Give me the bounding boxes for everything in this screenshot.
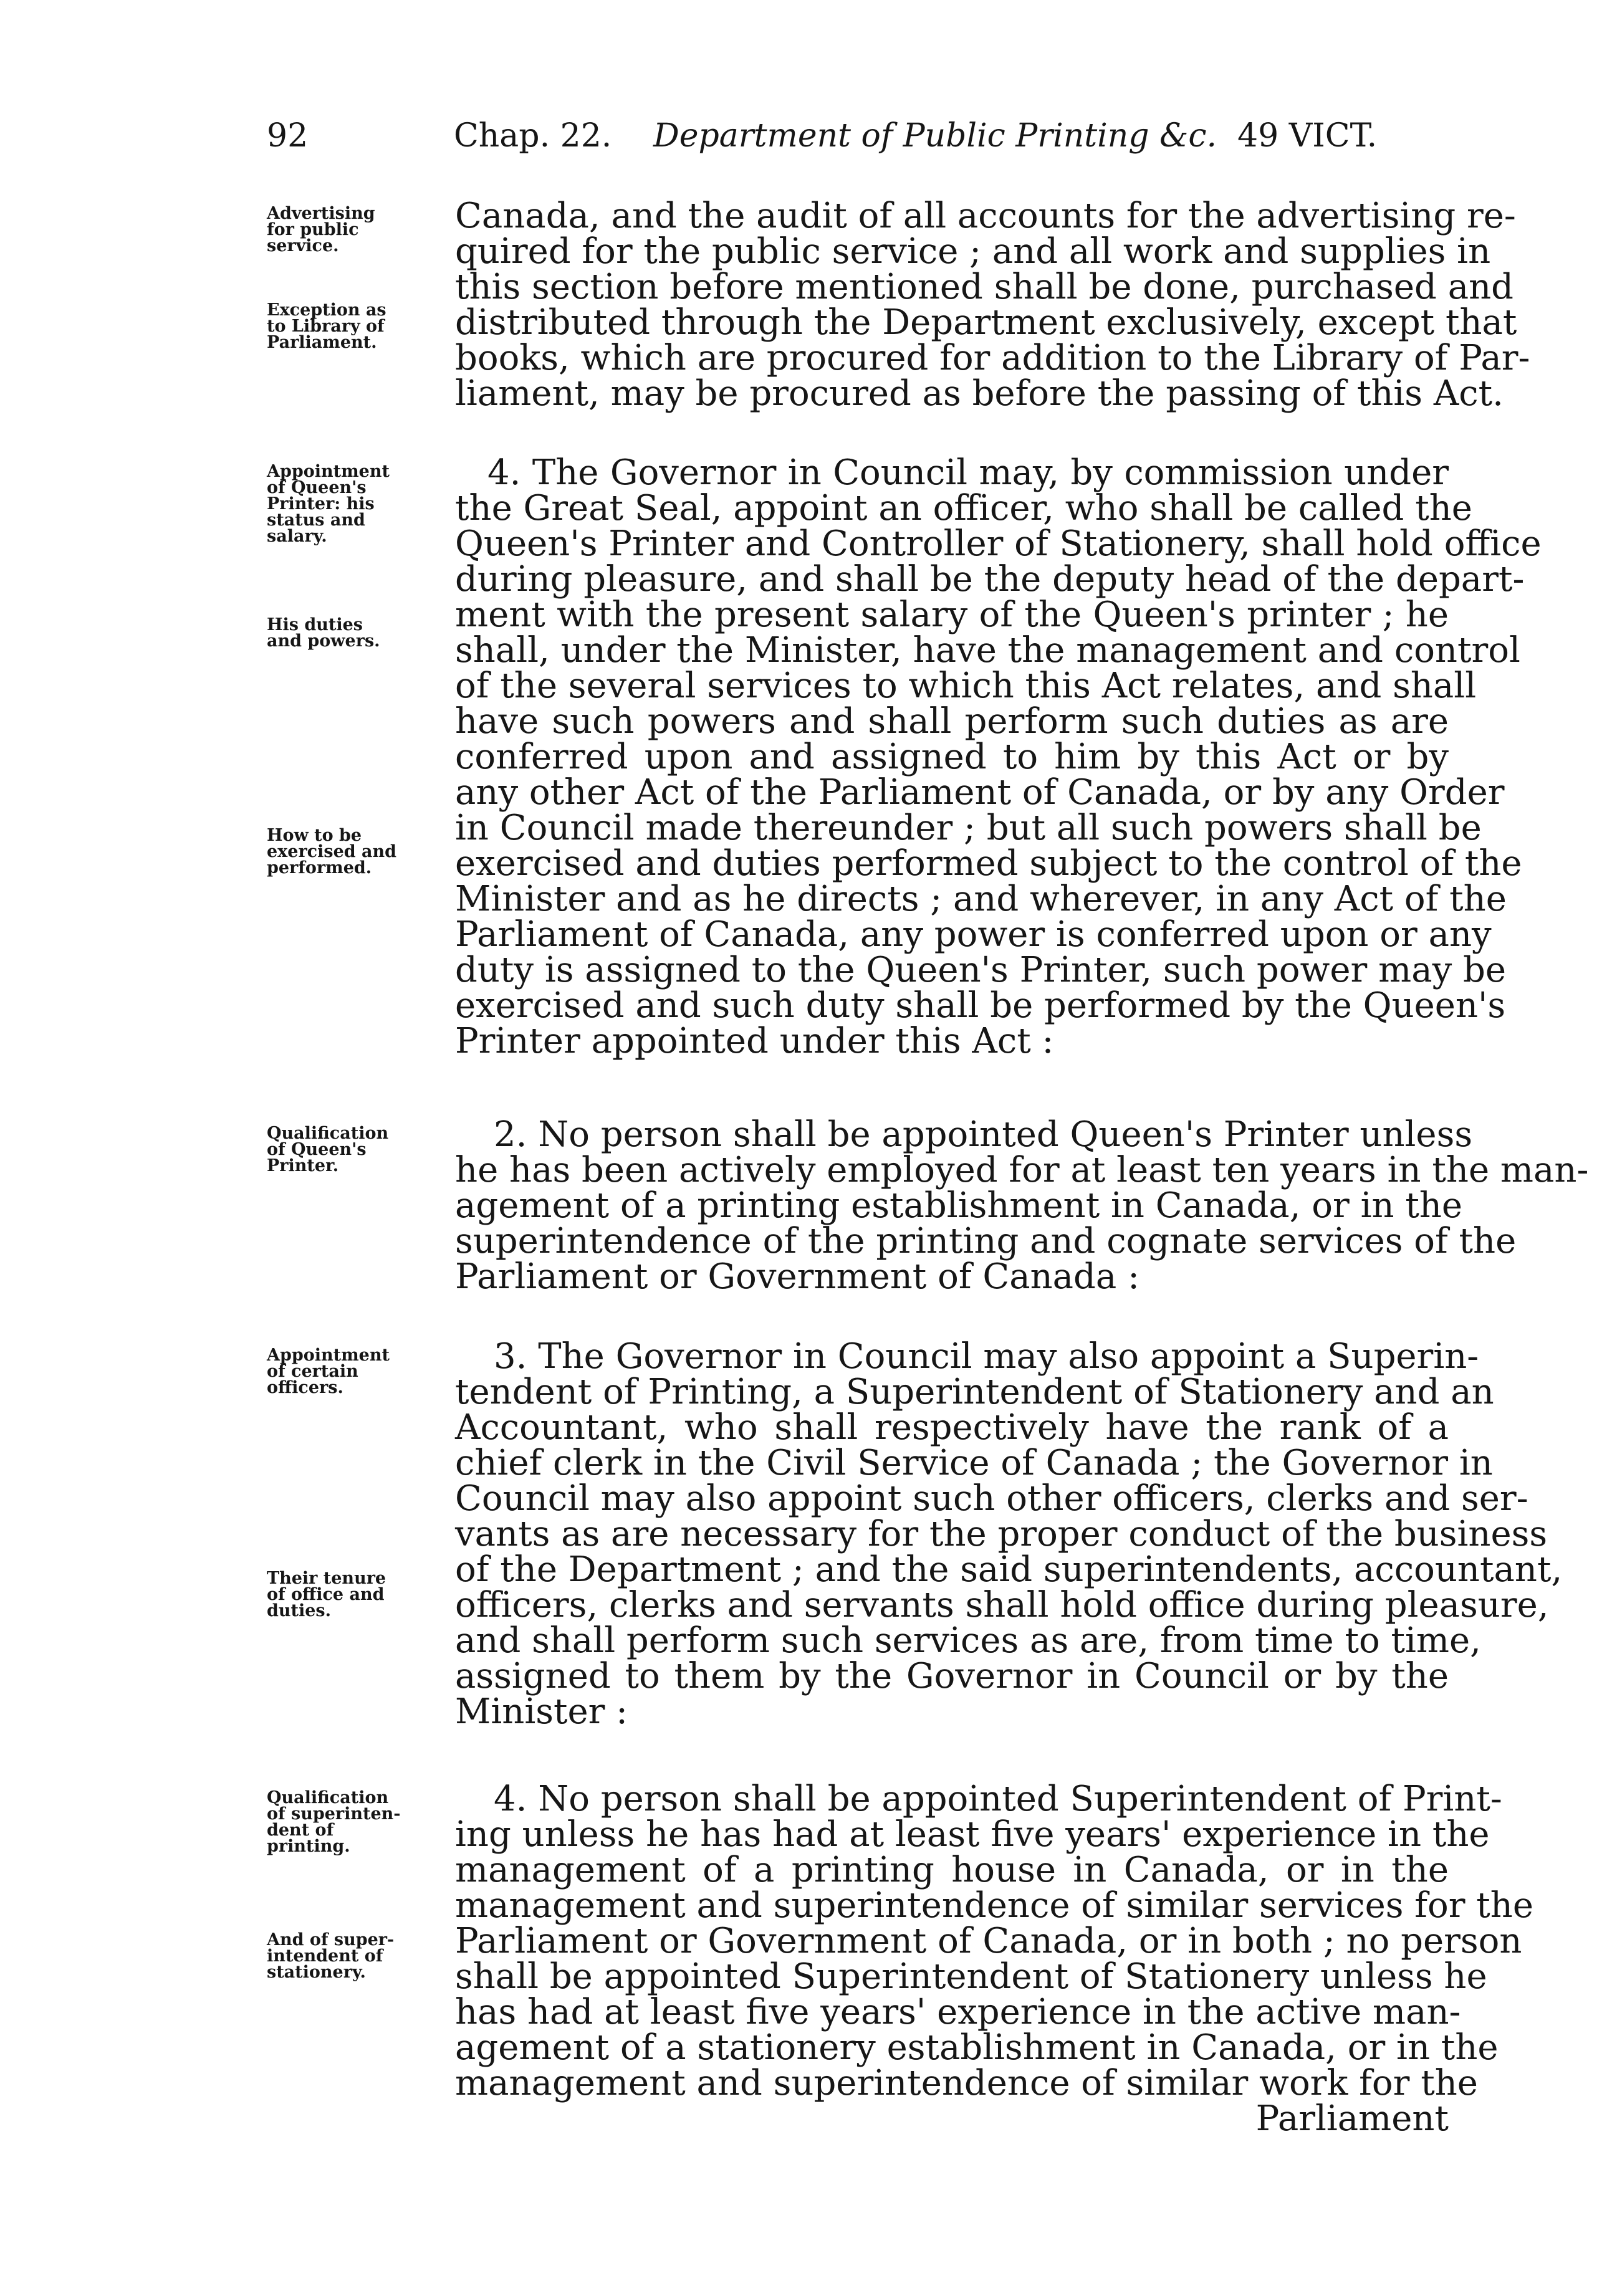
marginal-note: Appointment of Queen's Printer: his status and salary. [267,462,390,546]
paragraph: 3. The Governor in Council may also appoint a Superin- tendent of Printing, a Superintendent of Stationery and an Accountant, who shall respectively have the rank of a chief clerk in the Civil Service of Canada ; the Governor in Council may also appoint such other officers, clerks and ser- vants as are necessary for the proper conduct of the business of the Department ; and the said superintendents, accountant, officers, clerks and servants shall hold office during pleasure, and shall perform such services as are, from time to time, assigned to them by the Governor in Council or by the Minister : [455,1336,1563,1732]
paragraph: 2. No person shall be appointed Queen's Printer unless he has been actively employed for at least ten years in the man- agement of a printing establishment in Canada, or in the superintendence of the printing and cognate services of the Parliament or Government of Canada : [455,1114,1589,1297]
marginal-note: And of super- intendent of stationery. [267,1930,395,1982]
marginal-note: How to be exercised and performed. [267,826,397,878]
session-label: 49 VICT. [1237,117,1378,155]
paragraph: Canada, and the audit of all accounts for the advertising re- quired for the public service ; and all work and supplies in this section before mentioned shall be done, purchased and distributed through the Department exclusively, except that books, which are procured for addition to the Library of Par- liament, may be procured as before the passing of this Act. [455,196,1530,414]
page-number: 92 [267,117,309,155]
marginal-note: Qualification of Queen's Printer. [267,1124,389,1175]
marginal-note: Appointment of certain officers. [267,1346,390,1397]
paragraph: 4. No person shall be appointed Superintendent of Print- ing unless he has had at least five years' experience in the management of a printing house in Canada, or in the management and superintendence of similar services for the Parliament or Government of Canada, or in both ; no person shall be appointed Superintendent of Stationery unless he has had at least five years' experience in the active man- agement of a stationery establishment in Canada, or in the management and superintendence of similar work for the Parliament [455,1779,1533,2139]
marginal-note: His duties and powers. [267,615,380,651]
marginal-note: Qualification of superinten- dent of printing. [267,1788,401,1856]
chapter-label: Chap. 22. [454,117,612,155]
marginal-note: Advertising for public service. [267,204,375,256]
running-header [0,117,1607,161]
marginal-note: Their tenure of office and duties. [267,1569,386,1620]
paragraph: 4. The Governor in Council may, by commission under the Great Seal, appoint an officer, who shall be called the Queen's Printer and Controller of Stationery, shall hold office during pleasure, and shall be the deputy head of the depart- ment with the present salary of the Queen's printer ; he shall, under the Minister, have the management and control of the several services to which this Act relates, and shall have such powers and shall perform such duties as are conferred upon and assigned to him by this Act or by any other Act of the Parliament of Canada, or by any Order in Council made thereunder ; but all such powers shall be exercised and duties performed subject to the control of the Minister and as he directs ; and wherever, in any Act of the Parliament of Canada, any power is conferred upon or any duty is assigned to the Queen's Printer, such power may be exercised and such duty shall be performed by the Queen's Printer appointed under this Act : [455,452,1542,1061]
running-title: Department of Public Printing &c. [653,117,1217,155]
marginal-note: Exception as to Library of Parliament. [267,300,386,352]
